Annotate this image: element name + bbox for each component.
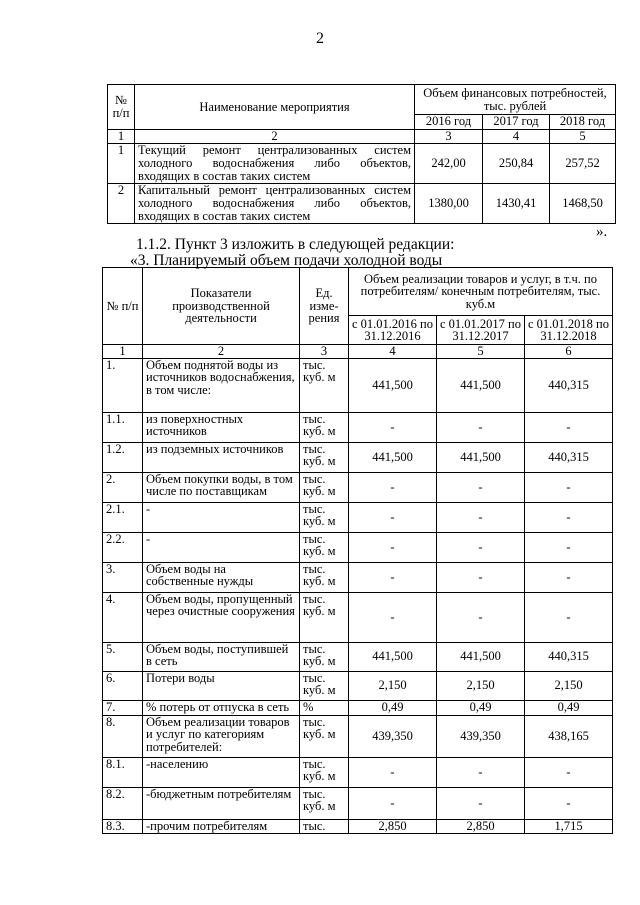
table-row <box>108 184 616 224</box>
row-name: Потери воды <box>143 671 300 700</box>
row-name: - <box>143 532 300 562</box>
row-name: Текущий ремонт централизованных систем холодного водоснабжения либо объектов, входящих в состав таких систем <box>135 144 415 184</box>
row-num: 5. <box>103 642 143 671</box>
row-value: 0,49 <box>525 700 613 715</box>
index-cell: 4 <box>349 345 437 359</box>
row-name: Объем воды, поступившей в сеть <box>143 642 300 671</box>
row-num: 8.3. <box>103 819 143 833</box>
row-value: - <box>349 532 437 562</box>
header-name: Наименование мероприятия <box>135 85 415 130</box>
row-num: 3. <box>103 562 143 592</box>
row-value: - <box>437 787 525 819</box>
row-num: 2. <box>103 472 143 502</box>
header-num: № п/п <box>108 85 135 130</box>
row-value: - <box>349 412 437 442</box>
row-num: 6. <box>103 671 143 700</box>
row-unit: % <box>300 700 349 715</box>
header-year-2016: 2016 год <box>415 115 483 130</box>
header-period-2017: с 01.01.2017 по 31.12.2017 <box>437 316 525 345</box>
row-value: 441,500 <box>349 358 437 412</box>
table-row <box>103 592 613 642</box>
row-value: 1468,50 <box>550 184 616 224</box>
index-cell: 2 <box>143 345 300 359</box>
row-value: - <box>437 502 525 532</box>
row-num: 2 <box>108 184 135 224</box>
row-value: - <box>437 592 525 642</box>
table-title: «3. Планируемый объем подачи холодной воды <box>130 252 443 269</box>
row-unit: тыс. куб. м <box>300 532 349 562</box>
row-value: 0,49 <box>349 700 437 715</box>
row-unit: тыс. куб. м <box>300 442 349 472</box>
header-period-2018: с 01.01.2018 по 31.12.2018 <box>525 316 613 345</box>
row-value: - <box>349 502 437 532</box>
row-num: 1.1. <box>103 412 143 442</box>
index-cell: 3 <box>300 345 349 359</box>
index-cell: 3 <box>415 130 483 144</box>
header-unit: Ед. изме- рения <box>300 268 349 345</box>
row-value: 441,500 <box>349 442 437 472</box>
row-value: 440,315 <box>525 358 613 412</box>
row-value: 438,165 <box>525 715 613 757</box>
financial-needs-table <box>107 84 616 224</box>
table-row <box>108 144 616 184</box>
row-name: Объем реализации товаров и услуг по категориям потребителей: <box>143 715 300 757</box>
index-cell: 4 <box>483 130 550 144</box>
table-row <box>103 358 613 412</box>
table-row <box>103 700 613 715</box>
row-value: 439,350 <box>349 715 437 757</box>
row-name: - <box>143 502 300 532</box>
header-num: № п/п <box>103 268 143 345</box>
row-unit: тыс. куб. м <box>300 671 349 700</box>
table-row <box>103 757 613 787</box>
index-cell: 2 <box>135 130 415 144</box>
row-name: -населению <box>143 757 300 787</box>
row-name: Капитальный ремонт централизованных систем холодного водоснабжения либо объектов, входящих в состав таких систем <box>135 184 415 224</box>
row-value: 441,500 <box>437 642 525 671</box>
header-volume: Объем финансовых потребностей, тыс. рублей <box>415 85 616 115</box>
row-num: 2.2. <box>103 532 143 562</box>
header-volume: Объем реализации товаров и услуг, в т.ч. по потребителям/ конечным потребителям, тыс. куб.м <box>349 268 613 316</box>
row-value: - <box>349 562 437 592</box>
index-cell: 1 <box>103 345 143 359</box>
row-value: 242,00 <box>415 144 483 184</box>
row-value: - <box>525 592 613 642</box>
table-row <box>103 787 613 819</box>
row-value: 441,500 <box>437 442 525 472</box>
row-unit: тыс. куб. м <box>300 472 349 502</box>
table-row <box>103 532 613 562</box>
row-value: - <box>349 592 437 642</box>
row-value: 440,315 <box>525 442 613 472</box>
header-year-2017: 2017 год <box>483 115 550 130</box>
row-value: - <box>437 562 525 592</box>
row-value: 441,500 <box>437 358 525 412</box>
row-value: - <box>525 472 613 502</box>
row-num: 1. <box>103 358 143 412</box>
row-name: Объем поднятой воды из источников водоснабжения, в том числе: <box>143 358 300 412</box>
row-num: 1.2. <box>103 442 143 472</box>
row-value: 2,850 <box>349 819 437 833</box>
row-unit: тыс. куб. м <box>300 642 349 671</box>
water-supply-table <box>102 267 613 834</box>
index-cell: 5 <box>550 130 616 144</box>
row-value: - <box>525 787 613 819</box>
table-row <box>103 562 613 592</box>
row-unit: тыс. <box>300 819 349 833</box>
page-number: 2 <box>316 30 324 47</box>
table-row <box>103 472 613 502</box>
row-num: 1 <box>108 144 135 184</box>
row-value: 2,850 <box>437 819 525 833</box>
row-unit: тыс. куб. м <box>300 358 349 412</box>
row-name: -прочим потребителям <box>143 819 300 833</box>
row-value: - <box>437 472 525 502</box>
row-name: % потерь от отпуска в сеть <box>143 700 300 715</box>
row-value: 0,49 <box>437 700 525 715</box>
row-num: 7. <box>103 700 143 715</box>
row-name: из подземных источников <box>143 442 300 472</box>
row-name: Объем воды, пропущенный через очистные сооружения <box>143 592 300 642</box>
section-title: 1.1.2. Пункт 3 изложить в следующей редакции: <box>136 236 455 253</box>
row-value: - <box>525 412 613 442</box>
row-value: - <box>437 532 525 562</box>
table-row <box>103 819 613 833</box>
row-value: - <box>437 412 525 442</box>
table-row <box>103 671 613 700</box>
row-value: - <box>525 502 613 532</box>
row-value: 250,84 <box>483 144 550 184</box>
row-unit: тыс. куб. м <box>300 592 349 642</box>
row-unit: тыс. куб. м <box>300 502 349 532</box>
row-unit: тыс. куб. м <box>300 757 349 787</box>
row-value: - <box>349 757 437 787</box>
row-value: - <box>525 757 613 787</box>
row-value: 2,150 <box>525 671 613 700</box>
row-value: - <box>525 532 613 562</box>
row-unit: тыс. куб. м <box>300 412 349 442</box>
header-year-2018: 2018 год <box>550 115 616 130</box>
row-name: -бюджетным потребителям <box>143 787 300 819</box>
header-indicators: Показатели производственной деятельности <box>143 268 300 345</box>
table-row <box>103 715 613 757</box>
table-row <box>103 642 613 671</box>
row-value: 2,150 <box>437 671 525 700</box>
row-name: из поверхностных источников <box>143 412 300 442</box>
row-num: 8.2. <box>103 787 143 819</box>
table-row <box>103 502 613 532</box>
row-value: - <box>525 562 613 592</box>
row-num: 8.1. <box>103 757 143 787</box>
row-unit: тыс. куб. м <box>300 787 349 819</box>
row-value: - <box>349 472 437 502</box>
row-value: 1430,41 <box>483 184 550 224</box>
row-value: 1380,00 <box>415 184 483 224</box>
row-value: 2,150 <box>349 671 437 700</box>
row-value: 257,52 <box>550 144 616 184</box>
closing-quote: ». <box>596 224 608 240</box>
row-value: 440,315 <box>525 642 613 671</box>
row-num: 8. <box>103 715 143 757</box>
row-num: 2.1. <box>103 502 143 532</box>
row-value: 439,350 <box>437 715 525 757</box>
index-cell: 5 <box>437 345 525 359</box>
row-value: - <box>437 757 525 787</box>
row-name: Объем воды на собственные нужды <box>143 562 300 592</box>
row-unit: тыс. куб. м <box>300 562 349 592</box>
row-value: 1,715 <box>525 819 613 833</box>
row-value: - <box>349 787 437 819</box>
row-num: 4. <box>103 592 143 642</box>
index-cell: 6 <box>525 345 613 359</box>
table-row <box>103 442 613 472</box>
table-row <box>103 412 613 442</box>
row-unit: тыс. куб. м <box>300 715 349 757</box>
row-value: 441,500 <box>349 642 437 671</box>
row-name: Объем покупки воды, в том числе по поставщикам <box>143 472 300 502</box>
index-cell: 1 <box>108 130 135 144</box>
header-period-2016: с 01.01.2016 по 31.12.2016 <box>349 316 437 345</box>
